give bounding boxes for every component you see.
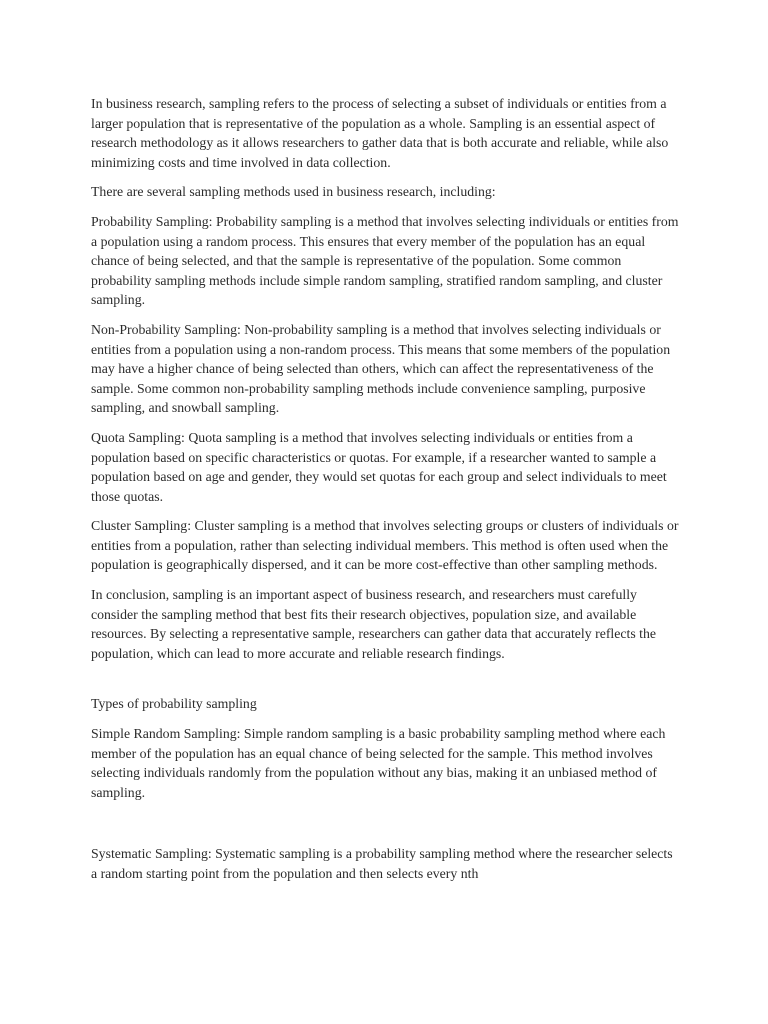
document-body — [91, 94, 681, 894]
paragraph-methods-lead: There are several sampling methods used in business research, including: — [91, 184, 496, 200]
paragraph-non-probability-sampling: Non-Probability Sampling: Non-probability sampling is a method that involves selecting individuals or entities from a population using a non-random process. This means that some members of the population may have a higher chance of being selected than others, which can affect the representativeness of the sample. Some common non-probability sampling methods include convenience sampling, purposive sampling, and snowball sampling. — [91, 321, 671, 416]
paragraph-cluster-sampling: Cluster Sampling: Cluster sampling is a method that involves selecting groups or clusters of individuals or entities from a population, rather than selecting individual members. This method is often used when the population is geographically dispersed, and it can be more cost-effective than other sampling methods. — [91, 518, 679, 573]
paragraph-systematic-sampling: Systematic Sampling: Systematic sampling is a probability sampling method where the researcher selects a random starting point from the population and then selects every nth — [91, 846, 673, 881]
paragraph-conclusion: In conclusion, sampling is an important aspect of business research, and researchers must carefully consider the sampling method that best fits their research objectives, population size, and available resources. By selecting a representative sample, researchers can gather data that accurately reflects the population, which can lead to more accurate and reliable research findings. — [91, 587, 656, 661]
paragraph-simple-random-sampling: Simple Random Sampling: Simple random sampling is a basic probability sampling method where each member of the population has an equal chance of being selected for the sample. This method involves selecting individuals randomly from the population without any bias, making it an unbiased method of sampling. — [91, 726, 666, 800]
paragraph-intro: In business research, sampling refers to the process of selecting a subset of individuals or entities from a larger population that is representative of the population as a whole. Sampling is an essential aspect of research methodology as it allows researchers to gather data that is both accurate and reliable, while also minimizing costs and time involved in data collection. — [91, 96, 669, 170]
paragraph-quota-sampling: Quota Sampling: Quota sampling is a method that involves selecting individuals or entities from a population based on specific characteristics or quotas. For example, if a researcher wanted to sample a population based on age and gender, they would set quotas for each group and select individuals to meet those quotas. — [91, 429, 667, 504]
paragraph-probability-sampling: Probability Sampling: Probability sampling is a method that involves selecting individuals or entities from a population using a random process. This ensures that every member of the population has an equal chance of being selected, and that the sample is representative of the population. Some common probability sampling methods include simple random sampling, stratified random sampling, and cluster sampling. — [91, 213, 679, 308]
section-heading-types: Types of probability sampling — [91, 696, 257, 712]
